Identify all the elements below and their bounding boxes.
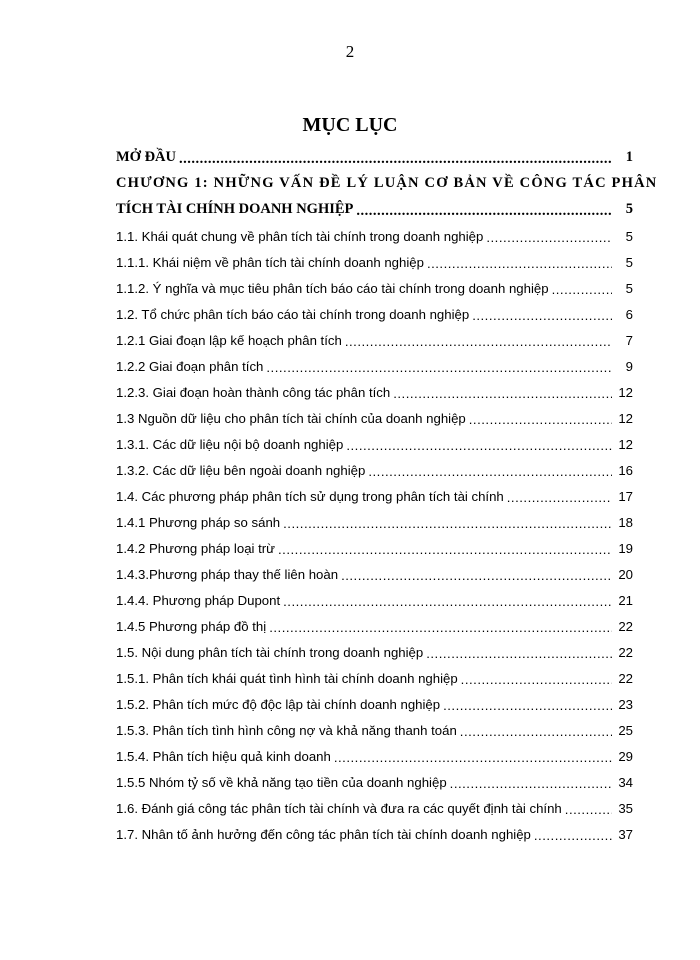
- toc-entry[interactable]: [116, 426, 633, 452]
- toc-entry-label: 1.4.1 Phương pháp so sánh: [116, 515, 281, 530]
- toc-entry-page: 25: [618, 723, 633, 738]
- toc-entry-page: 12: [618, 411, 633, 426]
- toc-entry-page: 5: [625, 229, 633, 244]
- toc-entry-page: 20: [618, 567, 633, 582]
- toc-entry-label: 1.2. Tổ chức phân tích báo cáo tài chính trong doanh nghiệp: [116, 307, 470, 322]
- toc-entry-page: 12: [618, 385, 633, 400]
- dot-leader: [345, 335, 612, 348]
- dot-leader: [507, 491, 612, 504]
- toc-entry-page: 23: [618, 697, 633, 712]
- toc-entry-page: 18: [618, 515, 633, 530]
- toc-entry-page: 19: [618, 541, 633, 556]
- dot-leader: [283, 517, 612, 530]
- toc-entry-label: 1.2.2 Giai đoạn phân tích: [116, 359, 264, 374]
- dot-leader: [341, 569, 612, 582]
- dot-leader: [450, 777, 612, 790]
- toc-entry[interactable]: [116, 400, 633, 426]
- toc-entry-label: 1.5.3. Phân tích tình hình công nợ và khả năng thanh toán: [116, 723, 457, 738]
- dot-leader: [426, 647, 612, 660]
- toc-entry-label: 1.3.2. Các dữ liệu bên ngoài doanh nghiệp: [116, 463, 366, 478]
- toc-entry-page: 29: [618, 749, 633, 764]
- toc-entry[interactable]: [116, 686, 633, 712]
- toc-entry-label: 1.4. Các phương pháp phân tích sử dụng trong phân tích tài chính: [116, 489, 504, 504]
- toc-entry-page: 9: [625, 359, 633, 374]
- toc-entry-label: 1.6. Đánh giá công tác phân tích tài chính và đưa ra các quyết định tài chính: [116, 801, 562, 816]
- dot-leader: [461, 673, 612, 686]
- toc-entry[interactable]: [116, 582, 633, 608]
- toc-entry-label: TÍCH TÀI CHÍNH DOANH NGHIỆP: [116, 201, 354, 217]
- dot-leader: [179, 152, 612, 167]
- toc-entry[interactable]: [116, 374, 633, 400]
- toc-entry-label: 1.4.3.Phương pháp thay thế liên hoàn: [116, 567, 339, 582]
- toc-entry[interactable]: [116, 452, 633, 478]
- toc-entry-label: 1.4.4. Phương pháp Dupont: [116, 593, 281, 608]
- toc-entry[interactable]: [116, 556, 633, 582]
- toc-entry-page: 16: [618, 463, 633, 478]
- toc-entry-page: 35: [618, 801, 633, 816]
- dot-leader: [460, 725, 612, 738]
- table-of-contents: [116, 140, 658, 842]
- toc-entry-label: 1.3 Nguồn dữ liệu cho phân tích tài chính của doanh nghiệp: [116, 411, 466, 426]
- dot-leader: [266, 361, 612, 374]
- toc-entry[interactable]: [116, 634, 633, 660]
- toc-entry[interactable]: [116, 218, 633, 244]
- dot-leader: [427, 257, 612, 270]
- toc-entry[interactable]: [116, 530, 633, 556]
- toc-entry-page: 21: [618, 593, 633, 608]
- toc-entry-label: 1.1.2. Ý nghĩa và mục tiêu phân tích báo cáo tài chính trong doanh nghiệp: [116, 281, 549, 296]
- toc-entry[interactable]: [116, 296, 633, 322]
- toc-entry-label: 1.5. Nội dung phân tích tài chính trong doanh nghiệp: [116, 645, 424, 660]
- toc-entry-label: 1.3.1. Các dữ liệu nội bộ doanh nghiệp: [116, 437, 344, 452]
- toc-entry-label: 1.1.1. Khái niệm về phân tích tài chính doanh nghiệp: [116, 255, 424, 270]
- dot-leader: [346, 439, 612, 452]
- toc-entry-intro[interactable]: [116, 140, 633, 166]
- toc-entry-label: 1.4.2 Phương pháp loại trừ: [116, 541, 276, 556]
- page-number: 2: [345, 42, 355, 61]
- dot-leader: [472, 309, 612, 322]
- toc-entry[interactable]: [116, 244, 633, 270]
- toc-entry-label: 1.7. Nhân tố ảnh hưởng đến công tác phân tích tài chính doanh nghiệp: [116, 827, 531, 842]
- toc-entry-page: 7: [625, 333, 633, 348]
- dot-leader: [486, 231, 612, 244]
- dot-leader: [368, 465, 612, 478]
- dot-leader: [283, 595, 612, 608]
- toc-entry-page: 34: [618, 775, 633, 790]
- toc-entry-page: 22: [618, 645, 633, 660]
- toc-entry[interactable]: [116, 322, 633, 348]
- toc-entry[interactable]: [116, 738, 633, 764]
- toc-entry-list: [116, 218, 633, 842]
- toc-entry-chapter1[interactable]: [116, 192, 633, 218]
- toc-entry-label: 1.2.3. Giai đoạn hoàn thành công tác phân tích: [116, 385, 391, 400]
- toc-entry-page: 1: [625, 149, 633, 165]
- toc-entry-page: 37: [618, 827, 633, 842]
- toc-entry[interactable]: [116, 816, 633, 842]
- dot-leader: [269, 621, 612, 634]
- toc-entry[interactable]: [116, 348, 633, 374]
- toc-entry[interactable]: [116, 478, 633, 504]
- toc-entry[interactable]: [116, 608, 633, 634]
- dot-leader: [393, 387, 612, 400]
- toc-entry[interactable]: [116, 270, 633, 296]
- toc-entry-label: 1.1. Khái quát chung về phân tích tài chính trong doanh nghiệp: [116, 229, 484, 244]
- toc-entry[interactable]: [116, 504, 633, 530]
- dot-leader: [278, 543, 612, 556]
- toc-entry-page: 22: [618, 619, 633, 634]
- dot-leader: [552, 283, 612, 296]
- toc-entry-label: 1.5.2. Phân tích mức độ độc lập tài chính doanh nghiệp: [116, 697, 441, 712]
- toc-entry[interactable]: [116, 660, 633, 686]
- toc-entry[interactable]: [116, 712, 633, 738]
- toc-entry-page: 17: [618, 489, 633, 504]
- toc-entry-page: 22: [618, 671, 633, 686]
- toc-entry[interactable]: [116, 790, 633, 816]
- dot-leader: [469, 413, 612, 426]
- dot-leader: [356, 204, 612, 219]
- toc-entry-page: 12: [618, 437, 633, 452]
- toc-title: MỤC LỤC: [302, 114, 398, 136]
- toc-entry-label: 1.5.1. Phân tích khái quát tình hình tài chính doanh nghiệp: [116, 671, 458, 686]
- toc-entry-label: 1.4.5 Phương pháp đồ thị: [116, 619, 267, 634]
- toc-entry-chapter1-line1[interactable]: [116, 166, 658, 192]
- toc-entry-page: 5: [625, 281, 633, 296]
- toc-entry-label: 1.5.5 Nhóm tỷ số về khả năng tạo tiền của doanh nghiệp: [116, 775, 447, 790]
- dot-leader: [443, 699, 612, 712]
- toc-entry-page: 5: [625, 255, 633, 270]
- toc-entry-label: MỞ ĐẦU: [116, 149, 177, 165]
- toc-entry-label: CHƯƠNG 1: NHỮNG VẤN ĐỀ LÝ LUẬN CƠ BẢN VỀ CÔNG TÁC PHÂN: [116, 175, 658, 191]
- toc-entry[interactable]: [116, 764, 633, 790]
- toc-entry-label: 1.5.4. Phân tích hiệu quả kinh doanh: [116, 749, 331, 764]
- toc-entry-page: 6: [625, 307, 633, 322]
- toc-entry-label: 1.2.1 Giai đoạn lập kế hoạch phân tích: [116, 333, 342, 348]
- dot-leader: [534, 829, 612, 842]
- dot-leader: [565, 803, 612, 816]
- toc-entry-page: 5: [625, 201, 633, 217]
- dot-leader: [334, 751, 612, 764]
